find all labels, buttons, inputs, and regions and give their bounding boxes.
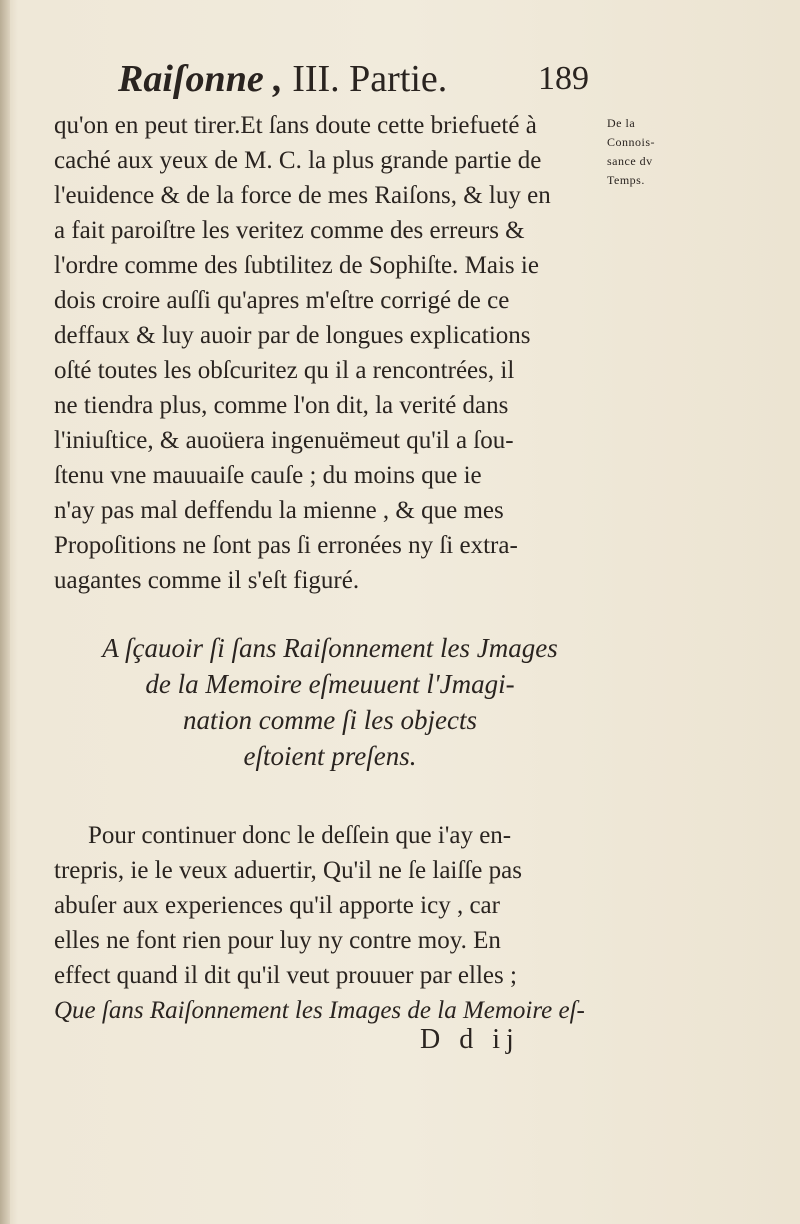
heading-line: nation comme ſi les objects [183, 705, 477, 735]
text-line: abuſer aux experiences qu'il apporte icy , car [54, 892, 500, 919]
running-header [118, 54, 618, 104]
margin-note [607, 114, 685, 190]
margin-note-line: Temps. [607, 173, 645, 187]
text-line: Propoſitions ne ſont pas ſi erronées ny ſi extra- [54, 532, 518, 559]
text-line: n'ay pas mal deffendu la mienne , & que mes [54, 497, 504, 524]
text-line: dois croire auſſi qu'apres m'eſtre corrigé de ce [54, 287, 510, 314]
text-line: ſtenu vne mauuaiſe cauſe ; du moins que ie [54, 462, 482, 489]
text-line: Pour continuer donc le deſſein que i'ay en- [88, 822, 512, 849]
text-line: l'iniuſtice, & auoüera ingenuëmeut qu'il a ſou- [54, 427, 514, 454]
heading-line: eſtoient preſens. [243, 741, 417, 771]
text-line: trepris, ie le veux aduertir, Qu'il ne ſe laiſſe pas [54, 857, 522, 884]
text-line: ne tiendra plus, comme l'on dit, la verité dans [54, 392, 509, 419]
heading-line: A ſçauoir ſi ſans Raiſonnement les Jmages [102, 633, 558, 663]
text-line: elles ne font rien pour luy ny contre moy. En [54, 927, 501, 954]
heading-line: de la Memoire eſmeuuent l'Jmagi- [145, 669, 515, 699]
text-line: uagantes comme il s'eſt figuré. [54, 567, 360, 594]
text-line: l'ordre comme des ſubtilitez de Sophiſte. Mais ie [54, 252, 539, 279]
body-paragraph-2 [54, 818, 602, 1028]
text-line: l'euidence & de la force de mes Raiſons, & luy en [54, 182, 551, 209]
body-paragraph-1 [54, 108, 602, 598]
page-gutter [0, 0, 10, 1224]
margin-note-line: sance dv [607, 154, 653, 168]
header-part: III. Partie. [292, 58, 448, 100]
text-line: deffaux & luy auoir par de longues explications [54, 322, 531, 349]
margin-note-line: Connois- [607, 135, 656, 149]
header-title: Raiſonne , [118, 58, 283, 100]
text-line: Que ſans Raiſonnement les Images de la Memoire eſ- [54, 997, 585, 1024]
text-line: a fait paroiſtre les veritez comme des erreurs & [54, 217, 525, 244]
text-line: caché aux yeux de M. C. la plus grande partie de [54, 147, 542, 174]
text-line: effect quand il dit qu'il veut prouuer par elles ; [54, 962, 517, 989]
signature-mark: D d ij [420, 1024, 520, 1055]
margin-note-line: De la [607, 116, 636, 130]
section-heading [60, 630, 600, 774]
text-line: qu'on en peut tirer.Et ſans doute cette briefueté à [54, 112, 537, 139]
page-number: 189 [538, 60, 589, 97]
text-line: oſté toutes les obſcuritez qu il a rencontrées, il [54, 357, 515, 384]
